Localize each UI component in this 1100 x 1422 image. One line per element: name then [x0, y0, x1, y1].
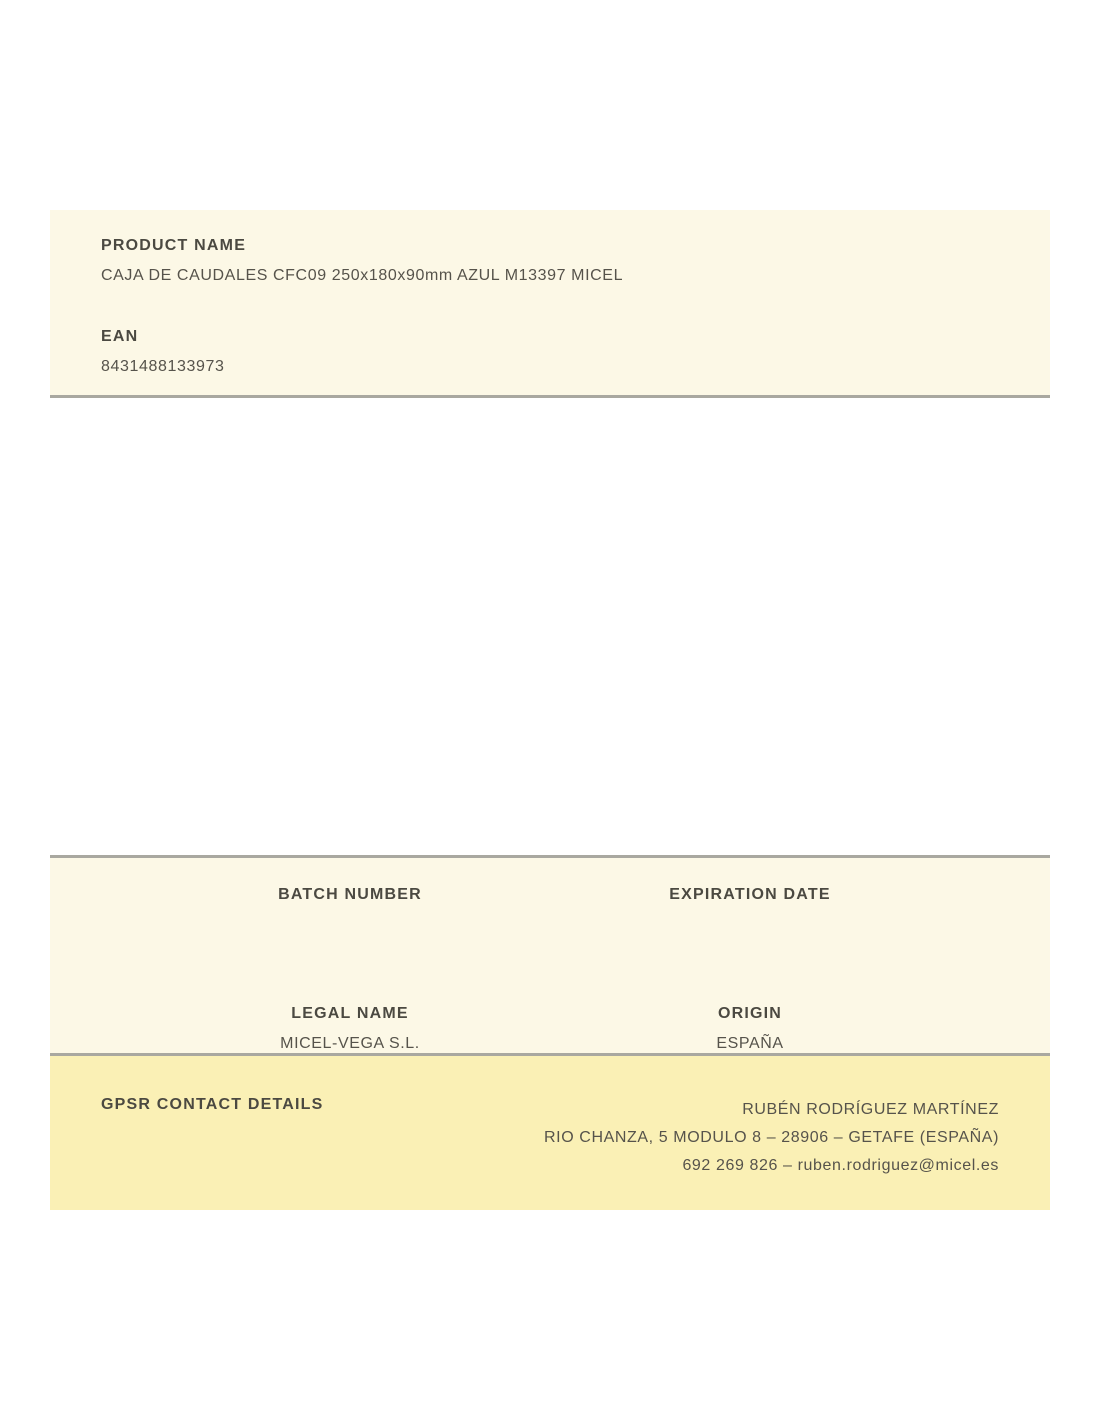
expiration-date-value [550, 916, 950, 934]
origin-value: ESPAÑA [716, 1035, 784, 1052]
origin-label: ORIGIN [717, 1005, 783, 1022]
batch-number-value [150, 916, 550, 934]
gpsr-contact-label: GPSR CONTACT DETAILS [101, 1096, 324, 1113]
expiration-date-field [550, 886, 950, 934]
ean-value: 8431488133973 [101, 358, 225, 375]
legal-name-field [150, 1005, 550, 1053]
product-info-section [50, 210, 1050, 398]
batch-number-label: BATCH NUMBER [278, 886, 422, 903]
product-name-field [101, 237, 999, 285]
legal-name-value: MICEL-VEGA S.L. [280, 1035, 420, 1052]
gpsr-contact-block [544, 1096, 999, 1180]
ean-field [101, 328, 999, 376]
origin-field [550, 1005, 950, 1053]
batch-number-field [150, 886, 550, 934]
batch-info-section [50, 855, 1050, 1056]
product-name-label: PRODUCT NAME [101, 237, 247, 254]
expiration-date-label: EXPIRATION DATE [669, 886, 831, 903]
ean-label: EAN [101, 328, 139, 345]
gpsr-contact-address: RIO CHANZA, 5 MODULO 8 – 28906 – GETAFE (ESPAÑA) [544, 1129, 999, 1146]
gpsr-contact-name: RUBÉN RODRÍGUEZ MARTÍNEZ [742, 1101, 999, 1118]
gpsr-contact-section [50, 1056, 1050, 1210]
gpsr-contact-phone-email: 692 269 826 – ruben.rodriguez@micel.es [682, 1157, 999, 1174]
legal-name-label: LEGAL NAME [291, 1005, 409, 1022]
product-name-value: CAJA DE CAUDALES CFC09 250x180x90mm AZUL M13397 MICEL [101, 267, 624, 284]
